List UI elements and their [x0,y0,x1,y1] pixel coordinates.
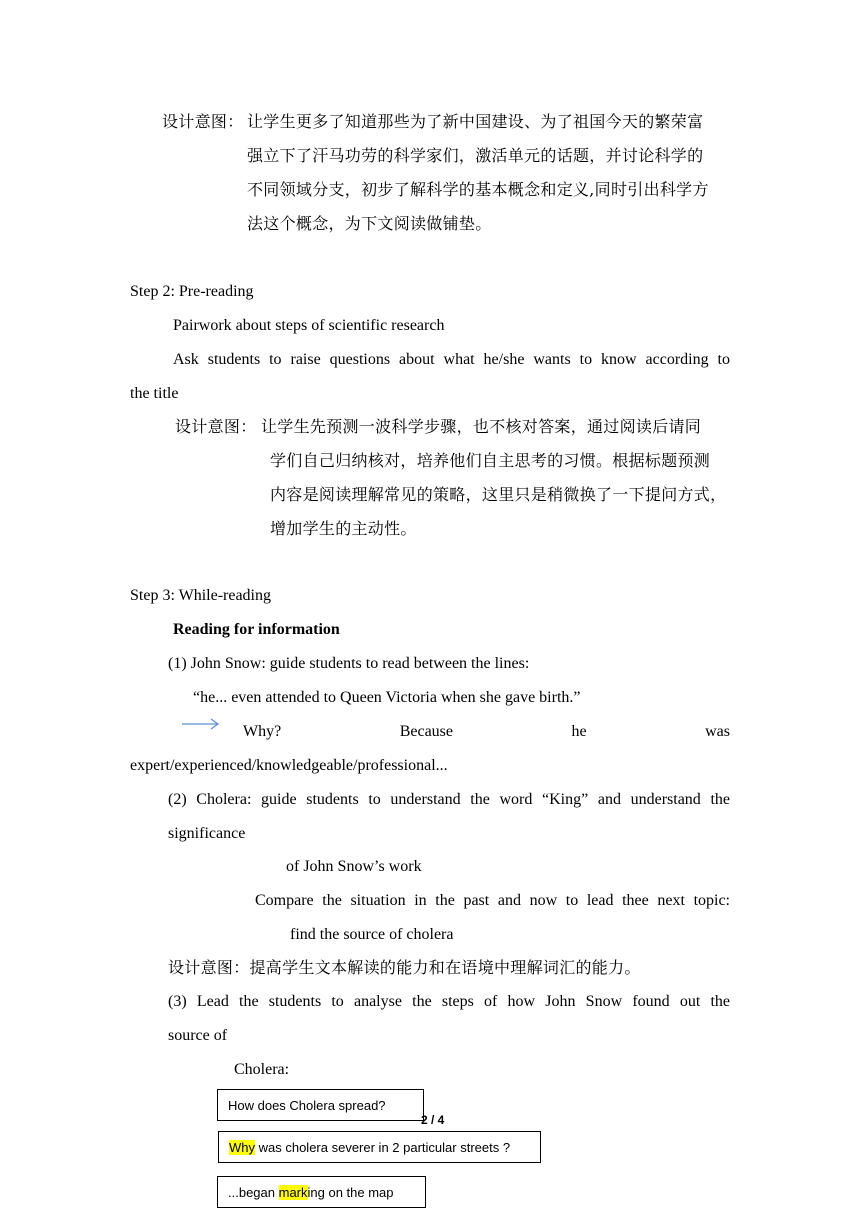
compare-text: Compare the situation in the past and now to lead thee next topic: [255,892,730,909]
reading-subheading: Reading for information [173,621,340,638]
item-2: (2) Cholera: guide students to understand the word “King” and understand the [168,791,730,808]
intent-line: 内容是阅读理解常见的策略，这里只是稍微换了一下提问方式， [270,485,727,504]
why-word: he [571,723,587,740]
step3-heading: Step 3: While-reading [130,587,271,604]
find-text: find the source of cholera [290,926,454,943]
why-row [243,721,730,743]
step-box-3 [217,1176,426,1208]
step-box-text: How does Cholera spread? [228,1097,386,1113]
intent-line: 让学生先预测一波科学步骤，也不核对答案，通过阅读后请同 [261,417,702,436]
why-word: was [705,723,730,740]
step-box-2 [218,1131,541,1163]
step-box-text: ...began [228,1184,279,1200]
intent-label: 设计意图： [162,112,244,131]
step-box-1 [217,1089,424,1121]
intent-line: 让学生更多了知道那些为了新中国建设、为了祖国今天的繁荣富 [247,112,704,131]
intent-line: 法这个概念，为下文阅读做铺垫。 [247,214,492,233]
ask-text: Ask students to raise questions about what he/she wants to know according to [173,351,730,368]
ask-text-cont: the title [130,385,179,402]
step-box-text: ing on the map [307,1184,394,1200]
intent-line: 学们自己归纳核对，培养他们自主思考的习惯。根据标题预测 [270,451,711,470]
cholera-label: Cholera: [234,1061,290,1078]
intent-3: 设计意图：提高学生文本解读的能力和在语境中理解词汇的能力。 [168,958,641,977]
intent-label: 设计意图： [175,417,257,436]
quote-text: “he... even attended to Queen Victoria when she gave birth.” [193,689,581,706]
highlight-word: Why [229,1139,255,1155]
arrow-right-icon [180,715,222,733]
item-3-cont: source of [168,1027,228,1044]
intent-line: 增加学生的主动性。 [270,519,417,538]
intent-line: 强立下了汗马功劳的科学家们，激活单元的话题，并讨论科学的 [247,146,704,165]
intent-line: 不同领域分支，初步了解科学的基本概念和定义,同时引出科学方 [247,180,709,199]
page-number: 2 / 4 [421,1113,445,1127]
pairwork-text: Pairwork about steps of scientific research [173,317,445,334]
why-word: Because [399,723,453,740]
item-2-cont: significance [168,825,246,842]
why-continuation: expert/experienced/knowledgeable/professional... [130,757,448,774]
item-1: (1) John Snow: guide students to read between the lines: [168,655,530,672]
item-2-cont: of John Snow’s work [286,858,422,875]
item-3: (3) Lead the students to analyse the steps of how John Snow found out the [168,993,730,1010]
step2-heading: Step 2: Pre-reading [130,283,254,300]
step-box-text: was cholera severer in 2 particular streets ? [255,1139,511,1155]
why-word: Why? [243,723,282,740]
highlight-word: mark [278,1184,308,1200]
